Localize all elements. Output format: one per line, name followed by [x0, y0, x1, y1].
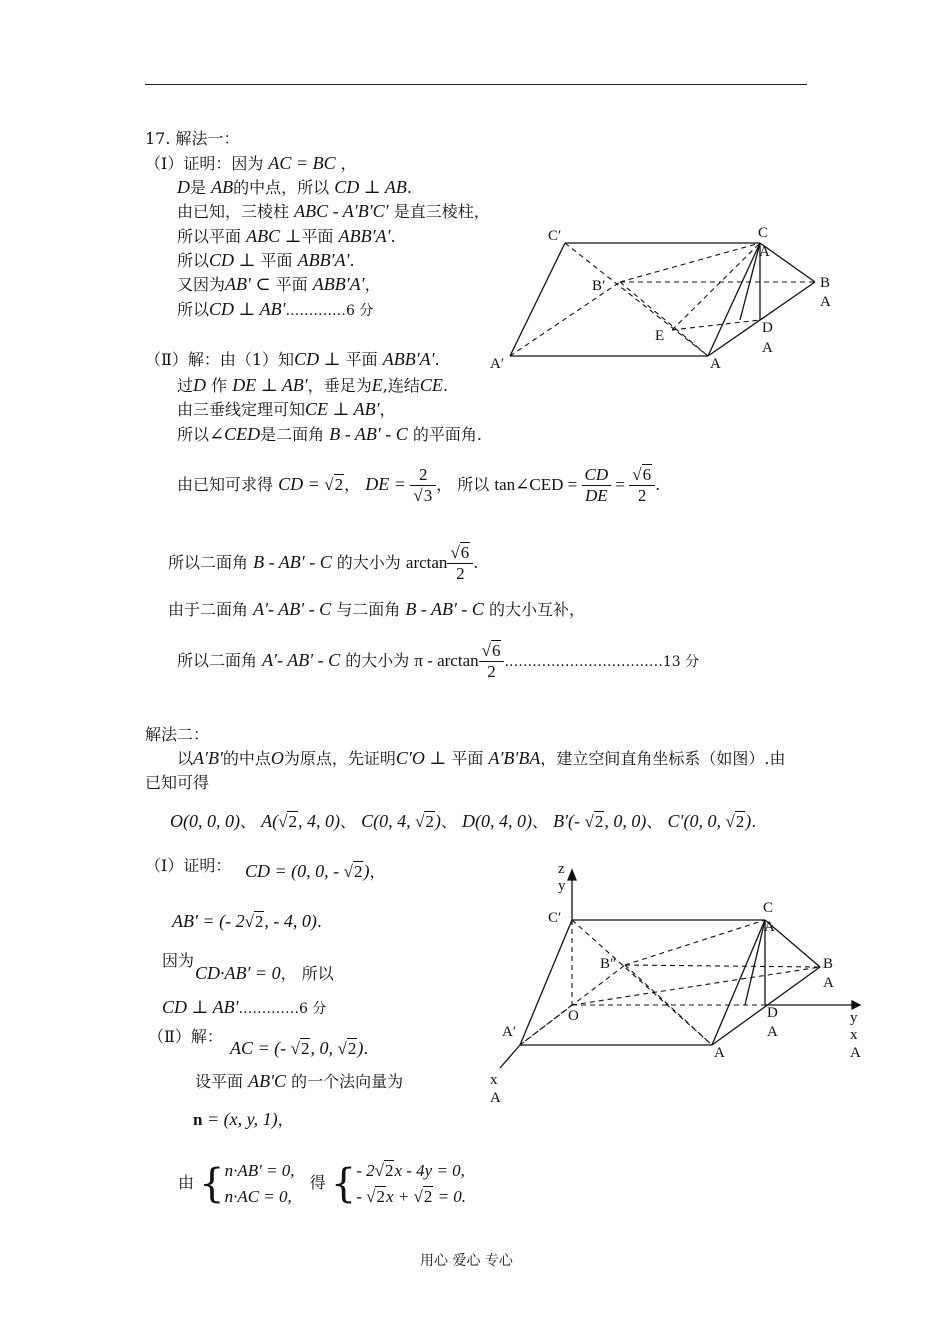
math: CD ⊥ AB′	[162, 997, 239, 1017]
sqrt-value: 3	[423, 486, 433, 505]
sqrt-value: 2	[254, 912, 264, 931]
sqrt-sign: √	[725, 812, 735, 831]
text: （Ⅱ）解：由（1）知	[145, 350, 295, 369]
math: O(0, 0, 0)	[170, 811, 240, 831]
s1-line6	[177, 273, 381, 296]
text: .	[751, 812, 757, 831]
score-marker: .…………6 分	[285, 303, 374, 319]
separator: 、	[440, 812, 457, 831]
text: 过	[177, 376, 194, 395]
text: 的中点	[222, 749, 271, 768]
math: =	[611, 475, 630, 494]
text: 由已知，三棱柱	[177, 202, 290, 221]
label: A	[820, 294, 831, 310]
s1-ii-line3	[177, 398, 396, 421]
math: AB′C	[248, 1071, 287, 1091]
s2-i-line4	[162, 996, 326, 1020]
text: （Ⅰ）证明：	[145, 856, 232, 875]
sqrt-value: 6	[642, 465, 652, 484]
text: 是直三棱柱，	[393, 202, 490, 221]
label: y	[850, 1010, 858, 1026]
math: -	[356, 1186, 367, 1206]
math: CE ⊥ AB′	[305, 399, 380, 419]
prism-figure-1	[485, 220, 845, 380]
math: ABB′A′	[338, 226, 391, 246]
numerator: √6	[479, 641, 505, 662]
text: .	[316, 912, 322, 931]
sqrt-sign: √	[337, 1039, 347, 1058]
math: - 2	[356, 1160, 375, 1180]
text: 作	[211, 376, 228, 395]
math: )	[363, 861, 370, 881]
text: .	[363, 1039, 369, 1058]
math: D	[193, 375, 207, 395]
numerator: √6	[629, 465, 655, 486]
text: 所以	[177, 425, 210, 444]
text: 的大小为	[336, 553, 401, 572]
sqrt-sign: √	[244, 912, 254, 931]
text: 又因为	[177, 275, 226, 294]
equation-system	[356, 1158, 466, 1210]
fraction	[479, 641, 505, 682]
s2-line2: 已知可得	[145, 773, 210, 792]
fraction	[447, 543, 473, 584]
text: （Ⅱ）解：	[148, 1027, 223, 1046]
label: B	[823, 956, 834, 972]
text: 的大小为	[345, 651, 410, 670]
text: .	[655, 475, 661, 494]
equation	[356, 1158, 466, 1184]
s1-ii-line5	[177, 462, 660, 507]
separator: 、	[240, 812, 257, 831]
equation	[356, 1184, 466, 1210]
denominator: DE	[584, 486, 608, 505]
label: x	[850, 1027, 858, 1043]
s1-line1	[145, 152, 357, 175]
label: B′	[592, 278, 606, 294]
text: 与二面角	[336, 600, 401, 619]
s1-ii-line7	[168, 598, 585, 621]
math: CD ⊥	[209, 250, 256, 270]
text: 为原点，先证明	[283, 749, 396, 768]
x-axis	[500, 1045, 520, 1068]
text: 的大小互补，	[489, 600, 586, 619]
label: C	[763, 900, 774, 916]
s2-ii-line3	[193, 1108, 294, 1131]
z-arrow	[568, 870, 576, 880]
text: 以	[177, 749, 194, 768]
text: 平面	[451, 749, 484, 768]
sqrt-sign: √	[278, 812, 288, 831]
text: 平面	[345, 350, 378, 369]
coordinates-line	[170, 810, 756, 833]
numerator: 2	[410, 465, 436, 486]
label: A	[710, 356, 721, 372]
math: ABB′A′	[312, 274, 365, 294]
math: B - AB′ - C	[405, 599, 484, 619]
denominator: √3	[413, 486, 433, 505]
text: 所以二面角	[168, 553, 249, 572]
s2-line1	[177, 747, 785, 770]
math: A(	[261, 811, 279, 831]
math: A′- AB′ - C	[253, 599, 332, 619]
text: 的平面角.	[412, 425, 482, 444]
label: x	[490, 1072, 498, 1088]
edge	[745, 920, 765, 1005]
text: ，	[277, 1110, 294, 1129]
math: A′- AB′ - C	[262, 650, 341, 670]
sqrt-sign: √	[413, 1186, 423, 1206]
separator: 、	[646, 812, 663, 831]
sqrt-sign: √	[324, 475, 334, 494]
math: = 0.	[433, 1186, 467, 1206]
text: 所以	[177, 300, 210, 319]
math: x - 4y = 0,	[394, 1160, 465, 1180]
s2-i-line3	[162, 950, 194, 972]
label: D	[767, 1005, 778, 1021]
s2-i-line3-math	[195, 962, 334, 985]
s1-ii-line6	[168, 540, 478, 585]
label: D	[762, 320, 773, 336]
math: CE	[419, 375, 443, 395]
math: n	[193, 1110, 203, 1129]
math: B - AB′ - C	[253, 552, 332, 572]
s1-ii-line8	[177, 638, 699, 684]
math: C′O ⊥	[395, 748, 447, 768]
label: A′	[502, 1024, 517, 1040]
math: B - AB′ - C	[329, 424, 408, 444]
text: 平面	[301, 227, 334, 246]
score-marker: .…………6 分	[238, 1001, 327, 1017]
y-arrow	[852, 1001, 860, 1009]
s2-i-line1-math	[245, 860, 386, 883]
s2-i-line2	[172, 910, 322, 933]
sqrt-value: 2	[425, 812, 434, 831]
math: = (x, y, 1)	[202, 1109, 278, 1129]
s2-i-line1	[145, 855, 231, 877]
label: C′	[548, 910, 562, 926]
math: O	[270, 748, 284, 768]
label: B″	[600, 956, 617, 972]
math: AB	[211, 177, 234, 197]
sqrt-value: 2	[594, 812, 604, 831]
numerator: √6	[447, 543, 473, 564]
label: A	[767, 1024, 778, 1040]
text: 设平面	[195, 1072, 244, 1091]
s1-ii-line4	[177, 423, 482, 446]
text: 平面	[260, 251, 293, 270]
math: CD = (0, 0, -	[245, 861, 344, 881]
text: 是二面角	[260, 425, 325, 444]
text: ，垂足为	[307, 376, 372, 395]
fraction	[582, 465, 612, 506]
text: 的一个法向量为	[291, 1072, 404, 1091]
text: 的中点，所以	[233, 178, 330, 197]
math: CD ⊥ AB	[334, 177, 407, 197]
score-marker: .……………………………13 分	[504, 654, 700, 670]
equation-system	[225, 1158, 295, 1210]
s1-line3	[177, 200, 490, 223]
sqrt-value: 2	[300, 1039, 310, 1058]
text: 由于二面角	[168, 600, 249, 619]
text: ,连结	[382, 376, 420, 395]
math: CD =	[278, 474, 325, 494]
text: ，	[340, 154, 357, 173]
math: DE ⊥ AB′	[232, 375, 308, 395]
edge	[520, 920, 572, 1045]
sqrt-value: 2	[735, 812, 745, 831]
separator: 、	[532, 812, 549, 831]
label: O	[568, 1008, 579, 1024]
math: , - 4, 0)	[264, 911, 317, 931]
math: , 0,	[310, 1038, 338, 1058]
s1-line4	[177, 225, 396, 248]
text: ，	[379, 400, 396, 419]
math: CD ⊥	[294, 349, 341, 369]
text: ， 所以	[436, 475, 490, 494]
math: D(0, 4, 0)	[462, 811, 533, 831]
text: 由	[178, 1173, 195, 1192]
math: tan∠CED =	[494, 475, 582, 494]
label: y	[558, 878, 566, 894]
edge	[510, 243, 565, 356]
label: B	[820, 275, 831, 291]
text: ，	[369, 862, 386, 881]
denominator: 2	[637, 486, 647, 505]
sqrt-value: 2	[376, 1186, 385, 1206]
label: C	[758, 225, 769, 241]
s1-line2	[177, 176, 412, 199]
text: 因为	[162, 951, 195, 970]
text: 由三垂线定理可知	[177, 400, 306, 419]
prism-figure-2	[480, 855, 880, 1110]
text: ，	[344, 475, 361, 494]
s1-ii-line2	[177, 374, 448, 397]
math: ∠CED	[209, 424, 261, 444]
sqrt-value: 6	[460, 543, 470, 562]
text: .	[406, 178, 412, 197]
s2-ii-line1	[148, 1026, 223, 1048]
math: A′B′BA	[488, 748, 541, 768]
text: 平面	[275, 275, 308, 294]
s1-ii-line1	[145, 348, 440, 371]
s2-ii-system	[178, 1154, 466, 1212]
hidden-edge	[625, 920, 765, 965]
equation: n·AC = 0,	[224, 1186, 292, 1206]
sqrt-value: 2	[288, 812, 297, 831]
math: , 0, 0)	[604, 811, 647, 831]
math: C(0, 4,	[361, 811, 416, 831]
math: AC = (-	[230, 1038, 291, 1058]
text: .	[390, 227, 396, 246]
label: A	[850, 1045, 861, 1061]
separator: 、	[339, 812, 356, 831]
math: CD·AB′ = 0	[195, 963, 281, 983]
text: ， 所以	[280, 964, 334, 983]
label: A	[762, 340, 773, 356]
hidden-edge	[620, 243, 760, 282]
label: A	[764, 919, 775, 935]
math: ABB′A′	[382, 349, 435, 369]
text: ，建立空间直角坐标系（如图）.由	[540, 749, 786, 768]
text: 所以	[177, 251, 210, 270]
sqrt-sign: √	[343, 862, 353, 881]
text: ，	[364, 275, 381, 294]
text: .	[434, 350, 440, 369]
text: 所以二面角	[177, 651, 258, 670]
math: arctan	[405, 553, 448, 572]
label: A	[714, 1045, 725, 1061]
sqrt-value: 2	[353, 862, 363, 881]
math: AB′ ⊂	[225, 274, 271, 294]
left-brace: {	[330, 1160, 357, 1207]
text: .	[349, 251, 355, 270]
math: AB′ = (- 2	[172, 911, 245, 931]
sqrt-sign: √	[415, 812, 425, 831]
page-footer: 用心 爱心 专心	[420, 1253, 513, 1269]
sqrt-sign: √	[584, 812, 594, 831]
sqrt-sign: √	[290, 1039, 300, 1058]
math: x +	[385, 1186, 414, 1206]
sqrt-sign: √	[366, 1186, 376, 1206]
hidden-edge	[625, 965, 820, 967]
s1-line5	[177, 249, 355, 272]
header-rule	[145, 84, 807, 85]
math: , 4, 0)	[297, 811, 340, 831]
math: )	[357, 1038, 364, 1058]
text: .	[442, 376, 448, 395]
hidden-edge	[572, 967, 820, 1005]
math: B′(-	[553, 811, 585, 831]
s1-line7	[177, 298, 373, 322]
hidden-edge	[565, 243, 708, 356]
text: 所以平面	[177, 227, 242, 246]
equation: n·AB′ = 0,	[224, 1160, 295, 1180]
sqrt-value: 2	[334, 475, 344, 494]
math: )	[434, 811, 441, 831]
math: )	[745, 811, 752, 831]
left-brace: {	[199, 1160, 225, 1207]
math: D	[177, 177, 190, 197]
numerator: CD	[582, 465, 612, 486]
fraction	[410, 465, 436, 506]
math: A′B′	[193, 748, 223, 768]
sqrt-value: 6	[491, 641, 501, 660]
math: C′(0, 0,	[667, 811, 726, 831]
solution2-heading: 解法二：	[145, 725, 210, 744]
sqrt-value: 2	[384, 1160, 394, 1180]
edge	[708, 243, 760, 356]
math: π - arctan	[414, 651, 479, 670]
label: A	[490, 1090, 501, 1106]
math: DE =	[365, 474, 411, 494]
label: A′	[490, 356, 505, 372]
denominator: 2	[456, 564, 465, 583]
label: E	[655, 328, 665, 344]
denominator: 2	[487, 662, 496, 681]
text: .	[473, 553, 479, 572]
sqrt-value: 2	[347, 1039, 357, 1058]
math: ABC ⊥	[246, 226, 302, 246]
label: C′	[548, 228, 562, 244]
label: A	[823, 975, 834, 991]
hidden-edge	[672, 243, 760, 330]
math: CD ⊥ AB′	[209, 299, 286, 319]
math: ABB′A′	[297, 250, 350, 270]
text: 得	[309, 1173, 326, 1192]
sqrt-value: 2	[423, 1186, 433, 1206]
text: 由已知可求得	[177, 475, 274, 494]
math: E	[371, 375, 383, 395]
math: AC = BC	[268, 153, 336, 173]
s2-ii-line1-math	[230, 1037, 368, 1060]
text: 是	[190, 178, 207, 197]
s2-ii-line2	[195, 1070, 403, 1093]
fraction	[629, 465, 655, 506]
label: A	[759, 244, 770, 260]
solution1-heading: 17. 解法一：	[145, 129, 240, 148]
label: z	[558, 861, 565, 877]
text: （Ⅰ）证明：因为	[145, 154, 264, 173]
sqrt-sign: √	[374, 1160, 384, 1180]
math: ABC - A′B′C′	[294, 201, 389, 221]
